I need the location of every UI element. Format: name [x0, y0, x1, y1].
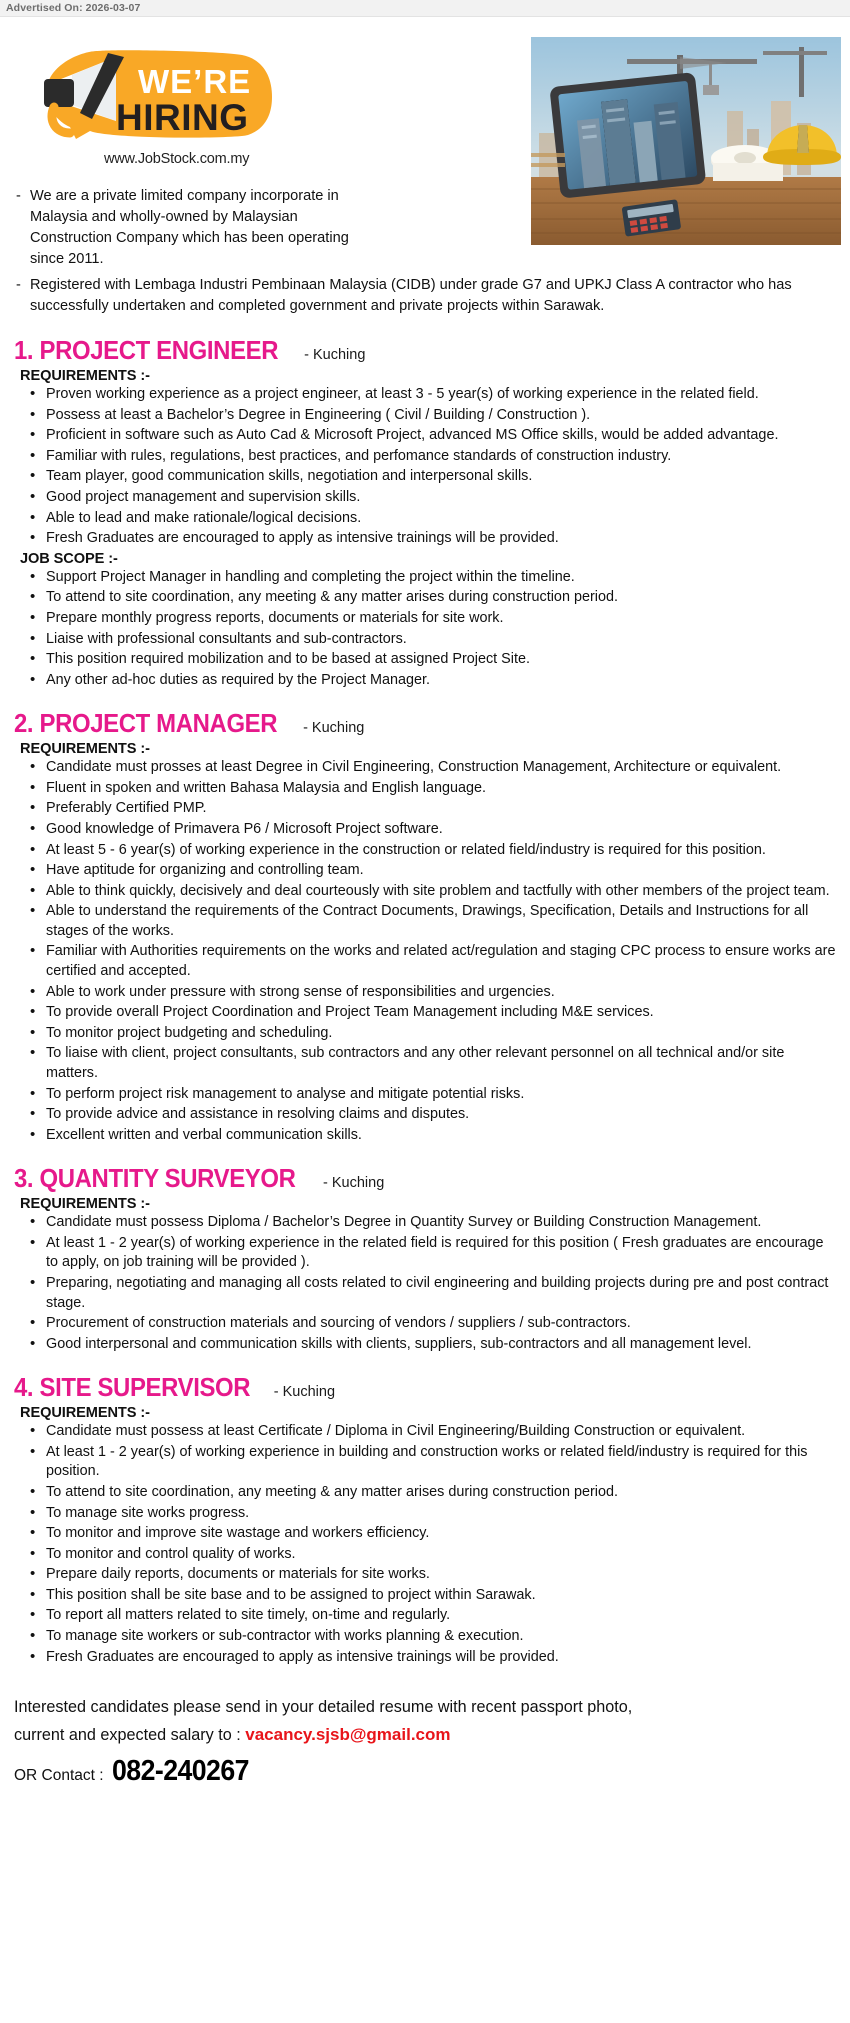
list-item: • To monitor project budgeting and scheduling.	[14, 1024, 836, 1044]
list-item: • Fresh Graduates are encouraged to apply as intensive trainings will be provided.	[14, 1648, 836, 1668]
list-item: • To perform project risk management to analyse and mitigate potential risks.	[14, 1085, 836, 1105]
site-url-text: www.JobStock.com.my	[104, 151, 250, 167]
list-item: • To liaise with client, project consultants, sub contractors and any other relevant personnel on all technical and/or site matters.	[14, 1044, 836, 1083]
job-title-line	[14, 1163, 836, 1194]
list-item: • Team player, good communication skills, negotiation and interpersonal skills.	[14, 467, 836, 487]
list-item: • Familiar with Authorities requirements on the works and related act/regulation and staging CPC process to ensure works are certified and accepted.	[14, 942, 836, 981]
megaphone-icon	[20, 35, 310, 155]
job-location: - Kuching	[303, 720, 365, 737]
advertised-on-bar	[0, 0, 850, 17]
requirements-list	[14, 385, 836, 549]
job-listings	[0, 335, 850, 1667]
requirements-list	[14, 758, 836, 1145]
construction-photo	[531, 37, 841, 245]
apply-instruction-line2	[14, 1721, 836, 1749]
list-item: • To provide advice and assistance in resolving claims and disputes.	[14, 1105, 836, 1125]
list-item: • Preparing, negotiating and managing all costs related to civil engineering and building projects during pre and post contract stage.	[14, 1274, 836, 1313]
job-title-line	[14, 708, 836, 739]
list-item: • This position required mobilization and to be based at assigned Project Site.	[14, 650, 836, 670]
list-item: • Procurement of construction materials and sourcing of vendors / suppliers / sub-contractors.	[14, 1314, 836, 1334]
list-item: • To manage site workers or sub-contractor with works planning & execution.	[14, 1627, 836, 1647]
list-item: • To manage site works progress.	[14, 1504, 836, 1524]
job-title-line	[14, 335, 836, 366]
list-item: • Possess at least a Bachelor’s Degree in Engineering ( Civil / Building / Construction ).	[14, 406, 836, 426]
list-item: • Able to think quickly, decisively and deal courteously with site problem and tactfully with other members of the project team.	[14, 882, 836, 902]
job-scope-heading: JOB SCOPE :-	[20, 550, 118, 567]
email-link[interactable]: vacancy.sjsb@gmail.com	[245, 1724, 451, 1744]
job-title: 1. PROJECT ENGINEER	[14, 335, 279, 366]
phone-number[interactable]: 082-240267	[111, 1755, 249, 1787]
job-location: - Kuching	[304, 347, 366, 364]
list-item: • At least 1 - 2 year(s) of working experience in building and construction works or related field/industry is required for this position.	[14, 1443, 836, 1482]
list-item: • Preferably Certified PMP.	[14, 799, 836, 819]
header-banner	[0, 17, 850, 232]
job-section-project-manager	[14, 708, 836, 1145]
list-item: • Proficient in software such as Auto Cad & Microsoft Project, advanced MS Office skills, would be added advantage.	[14, 426, 836, 446]
application-footer	[0, 1668, 850, 1788]
list-item: • Prepare monthly progress reports, documents or materials for site work.	[14, 609, 836, 629]
intro-text: We are a private limited company incorporate in Malaysia and wholly-owned by Malaysian Construction Company which has been operating since 2011.	[30, 188, 349, 267]
list-item: • Candidate must prosses at least Degree in Civil Engineering, Construction Management, Architecture or equivalent.	[14, 758, 836, 778]
list-item: • Able to lead and make rationale/logical decisions.	[14, 509, 836, 529]
list-item: • To provide overall Project Coordination and Project Team Management including M&E services.	[14, 1003, 836, 1023]
list-item: • Support Project Manager in handling and completing the project within the timeline.	[14, 568, 836, 588]
list-item: • Have aptitude for organizing and controlling team.	[14, 861, 836, 881]
list-item: • Able to work under pressure with strong sense of responsibilities and urgencies.	[14, 983, 836, 1003]
hiring-logo	[20, 35, 310, 155]
list-item: • This position shall be site base and to be assigned to project within Sarawak.	[14, 1586, 836, 1606]
requirements-heading: REQUIREMENTS :-	[20, 1405, 150, 1422]
svg-text:WE’RE: WE’RE	[138, 63, 252, 100]
list-item: • To report all matters related to site timely, on-time and regularly.	[14, 1606, 836, 1626]
job-scope-list	[14, 568, 836, 690]
list-item: • Liaise with professional consultants and sub-contractors.	[14, 630, 836, 650]
advertised-on-text: Advertised On: 2026-03-07	[6, 2, 141, 14]
job-title: 3. QUANTITY SURVEYOR	[14, 1163, 296, 1194]
list-item: • Fluent in spoken and written Bahasa Malaysia and English language.	[14, 779, 836, 799]
list-item: • Excellent written and verbal communication skills.	[14, 1126, 836, 1146]
svg-text:HIRING: HIRING	[116, 97, 249, 138]
contact-label: OR Contact :	[14, 1767, 104, 1784]
list-item: • Good project management and supervision skills.	[14, 488, 836, 508]
job-section-quantity-surveyor	[14, 1163, 836, 1354]
list-item: • Any other ad-hoc duties as required by the Project Manager.	[14, 671, 836, 691]
job-location: - Kuching	[323, 1175, 385, 1192]
requirements-heading: REQUIREMENTS :-	[20, 1196, 150, 1213]
list-item: • Proven working experience as a project engineer, at least 3 - 5 year(s) of working experience in the related field.	[14, 385, 836, 405]
requirements-list	[14, 1422, 836, 1667]
job-location: - Kuching	[273, 1384, 336, 1401]
requirements-list	[14, 1213, 836, 1354]
construction-scene-image	[531, 37, 841, 245]
list-item: • Good knowledge of Primavera P6 / Microsoft Project software.	[14, 820, 836, 840]
dash-marker: -	[16, 188, 21, 204]
intro-item	[10, 275, 836, 317]
list-item: • Candidate must possess at least Certificate / Diploma in Civil Engineering/Building Construction or equivalent.	[14, 1422, 836, 1442]
list-item: • To attend to site coordination, any meeting & any matter arises during construction period.	[14, 1483, 836, 1503]
job-section-site-supervisor	[14, 1372, 836, 1667]
requirements-heading: REQUIREMENTS :-	[20, 368, 150, 385]
list-item: • Fresh Graduates are encouraged to apply as intensive trainings will be provided.	[14, 529, 836, 549]
job-section-project-engineer	[14, 335, 836, 690]
apply-instruction-line1: Interested candidates please send in your detailed resume with recent passport photo,	[14, 1698, 633, 1717]
salary-prefix-text: current and expected salary to :	[14, 1725, 246, 1744]
list-item: • Good interpersonal and communication skills with clients, suppliers, sub-contractors and all management level.	[14, 1335, 836, 1355]
list-item: • To attend to site coordination, any meeting & any matter arises during construction period.	[14, 588, 836, 608]
list-item: • Familiar with rules, regulations, best practices, and perfomance standards of construction industry.	[14, 447, 836, 467]
intro-text: Registered with Lembaga Industri Pembinaan Malaysia (CIDB) under grade G7 and UPKJ Class A contractor who has successfully undertaken and completed government and private projects within Sarawak.	[30, 277, 792, 315]
dash-marker: -	[16, 277, 21, 294]
list-item: • At least 1 - 2 year(s) of working experience in the related field is required for this position ( Fresh graduates are encourage to apply, on job training will be provided ).	[14, 1234, 836, 1273]
job-title: 4. SITE SUPERVISOR	[14, 1372, 251, 1403]
list-item: • Candidate must possess Diploma / Bachelor’s Degree in Quantity Survey or Building Construction Management.	[14, 1213, 836, 1233]
list-item: • Able to understand the requirements of the Contract Documents, Drawings, Specification, Details and Instructions for all stages of the works.	[14, 902, 836, 941]
job-title-line	[14, 1372, 836, 1403]
list-item: • At least 5 - 6 year(s) of working experience in the construction or related field/industry is required for this position.	[14, 841, 836, 861]
requirements-heading: REQUIREMENTS :-	[20, 741, 150, 758]
job-title: 2. PROJECT MANAGER	[14, 708, 278, 739]
list-item: • To monitor and improve site wastage and workers efficiency.	[14, 1524, 836, 1544]
list-item: • Prepare daily reports, documents or materials for site works.	[14, 1565, 836, 1585]
list-item: • To monitor and control quality of works.	[14, 1545, 836, 1565]
contact-line	[14, 1755, 836, 1788]
